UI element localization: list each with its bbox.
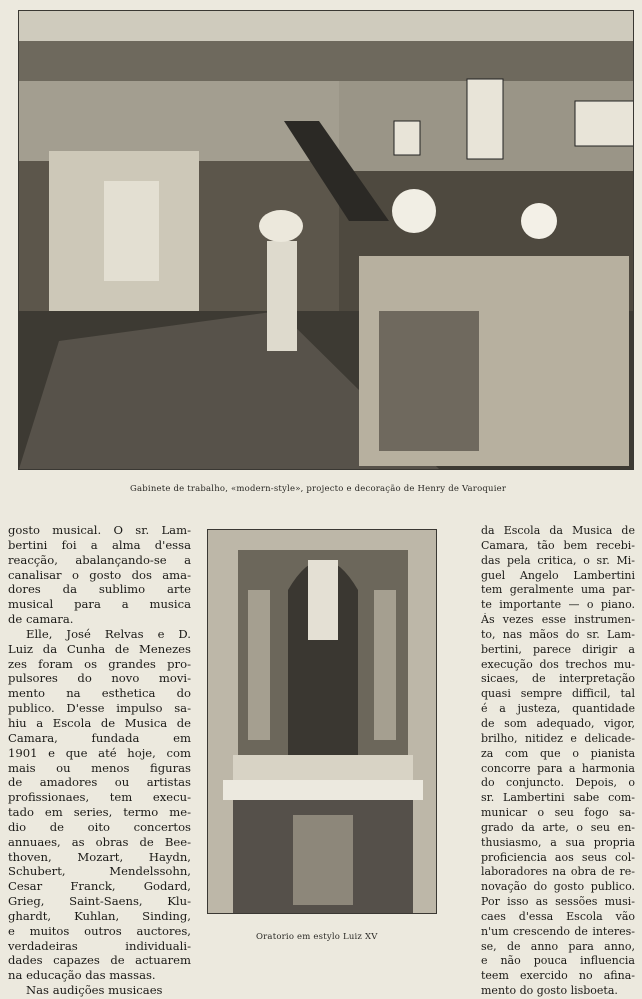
- text-line: te importante — o piano.: [481, 598, 635, 612]
- text-line: to, nas mãos do sr. Lam-: [481, 627, 635, 641]
- text-line: Ás vezes esse instrumen-: [481, 613, 635, 627]
- text-line: 1901 e que até hoje, com: [8, 745, 191, 760]
- text-line: sr. Lambertini sabe com-: [481, 791, 635, 805]
- text-line: do conjuncto. Depois, o: [481, 776, 635, 790]
- text-line: mento na esthetica do: [8, 686, 191, 701]
- text-line: Cesar Franck, Godard,: [8, 879, 191, 894]
- text-line: se, de anno para anno,: [481, 939, 635, 953]
- text-line: dores da sublimo arte: [8, 582, 191, 597]
- text-line: thoven, Mozart, Haydn,: [8, 849, 191, 864]
- text-line: Camara, fundada em: [8, 730, 191, 745]
- right-text-column: [481, 524, 635, 999]
- text-line: Grieg, Saint-Saens, Klu-: [8, 894, 191, 909]
- text-line: grado da arte, o seu en-: [481, 820, 635, 834]
- text-line: da Escola da Musica de: [481, 524, 635, 537]
- text-line: de camara.: [8, 612, 74, 627]
- text-line: Nas audições musicaes: [26, 983, 163, 998]
- text-line: za com que o pianista: [481, 746, 635, 760]
- text-line: laboradores na obra de re-: [481, 865, 635, 879]
- text-line: pulsores do novo movi-: [8, 671, 191, 686]
- text-line: dio de oito concertos: [8, 819, 191, 834]
- text-line: mais ou menos figuras: [8, 760, 191, 775]
- text-line: Por isso as sessões musi-: [481, 895, 635, 909]
- text-line: Camara, tão bem recebi-: [481, 538, 635, 552]
- text-line: sicaes, de interpretação: [481, 672, 635, 686]
- text-line: mento do gosto lisboeta.: [481, 984, 618, 998]
- text-line: hiu a Escola de Musica de: [8, 715, 191, 730]
- text-line: dades capazes de actuarem: [8, 953, 191, 968]
- text-line: novação do gosto publico.: [481, 880, 635, 894]
- text-line: concorre para a harmonia: [481, 761, 635, 775]
- text-line: teem exercido no afina-: [481, 969, 635, 983]
- text-line: guel Angelo Lambertini: [481, 568, 635, 582]
- text-line: proficiencia aos seus col-: [481, 850, 635, 864]
- text-line: Schubert, Mendelssohn,: [8, 864, 191, 879]
- text-line: verdadeiras individuali-: [8, 938, 191, 953]
- left-text-column: [8, 523, 191, 998]
- text-line: thusiasmo, a sua propria: [481, 835, 635, 849]
- text-line: Luiz da Cunha de Menezes: [8, 641, 191, 656]
- text-line: musical para a musica: [8, 597, 191, 612]
- text-line: n'um crescendo de interes-: [481, 924, 635, 938]
- text-line: municar o seu fogo sa-: [481, 806, 635, 820]
- study-room-illustration: [19, 11, 633, 469]
- top-photograph: [18, 10, 634, 470]
- text-line: e muitos outros auctores,: [8, 923, 191, 938]
- text-line: canalisar o gosto dos ama-: [8, 567, 191, 582]
- text-line: reacção, abalançando-se a: [8, 552, 191, 567]
- text-line: zes foram os grandes pro-: [8, 656, 191, 671]
- text-line: tado em series, termo me-: [8, 805, 191, 820]
- text-line: quasi sempre difficil, tal: [481, 687, 635, 701]
- oratory-illustration: [208, 530, 436, 913]
- top-photo-caption: Gabinete de trabalho, «modern-style», projecto e decoração de Henry de Varoquier: [130, 484, 507, 494]
- text-line: de som adequado, vigor,: [481, 716, 635, 730]
- text-line: annuaes, as obras de Bee-: [8, 834, 191, 849]
- text-line: tem geralmente uma par-: [481, 583, 635, 597]
- bottom-photo-caption: Oratorio em estylo Luiz XV: [256, 932, 378, 942]
- text-line: execução dos trechos mu-: [481, 657, 635, 671]
- text-line: de amadores ou artistas: [8, 775, 191, 790]
- text-line: publico. D'esse impulso sa-: [8, 701, 191, 716]
- text-line: gosto musical. O sr. Lam-: [8, 523, 191, 537]
- text-line: é a justeza, quantidade: [481, 702, 635, 716]
- text-line: brilho, nitidez e delicade-: [481, 731, 635, 745]
- text-line: bertini, parece dirigir a: [481, 642, 635, 656]
- text-line: das pela critica, o sr. Mi-: [481, 553, 635, 567]
- text-line: e não pouca influencia: [481, 954, 635, 968]
- text-line: ghardt, Kuhlan, Sinding,: [8, 908, 191, 923]
- text-line: caes d'essa Escola vão: [481, 909, 635, 923]
- text-line: na educação das massas.: [8, 968, 156, 983]
- text-line: Elle, José Relvas e D.: [26, 626, 191, 641]
- bottom-photograph: [207, 529, 437, 914]
- text-line: bertini foi a alma d'essa: [8, 537, 191, 552]
- text-line: profissionaes, tem execu-: [8, 790, 191, 805]
